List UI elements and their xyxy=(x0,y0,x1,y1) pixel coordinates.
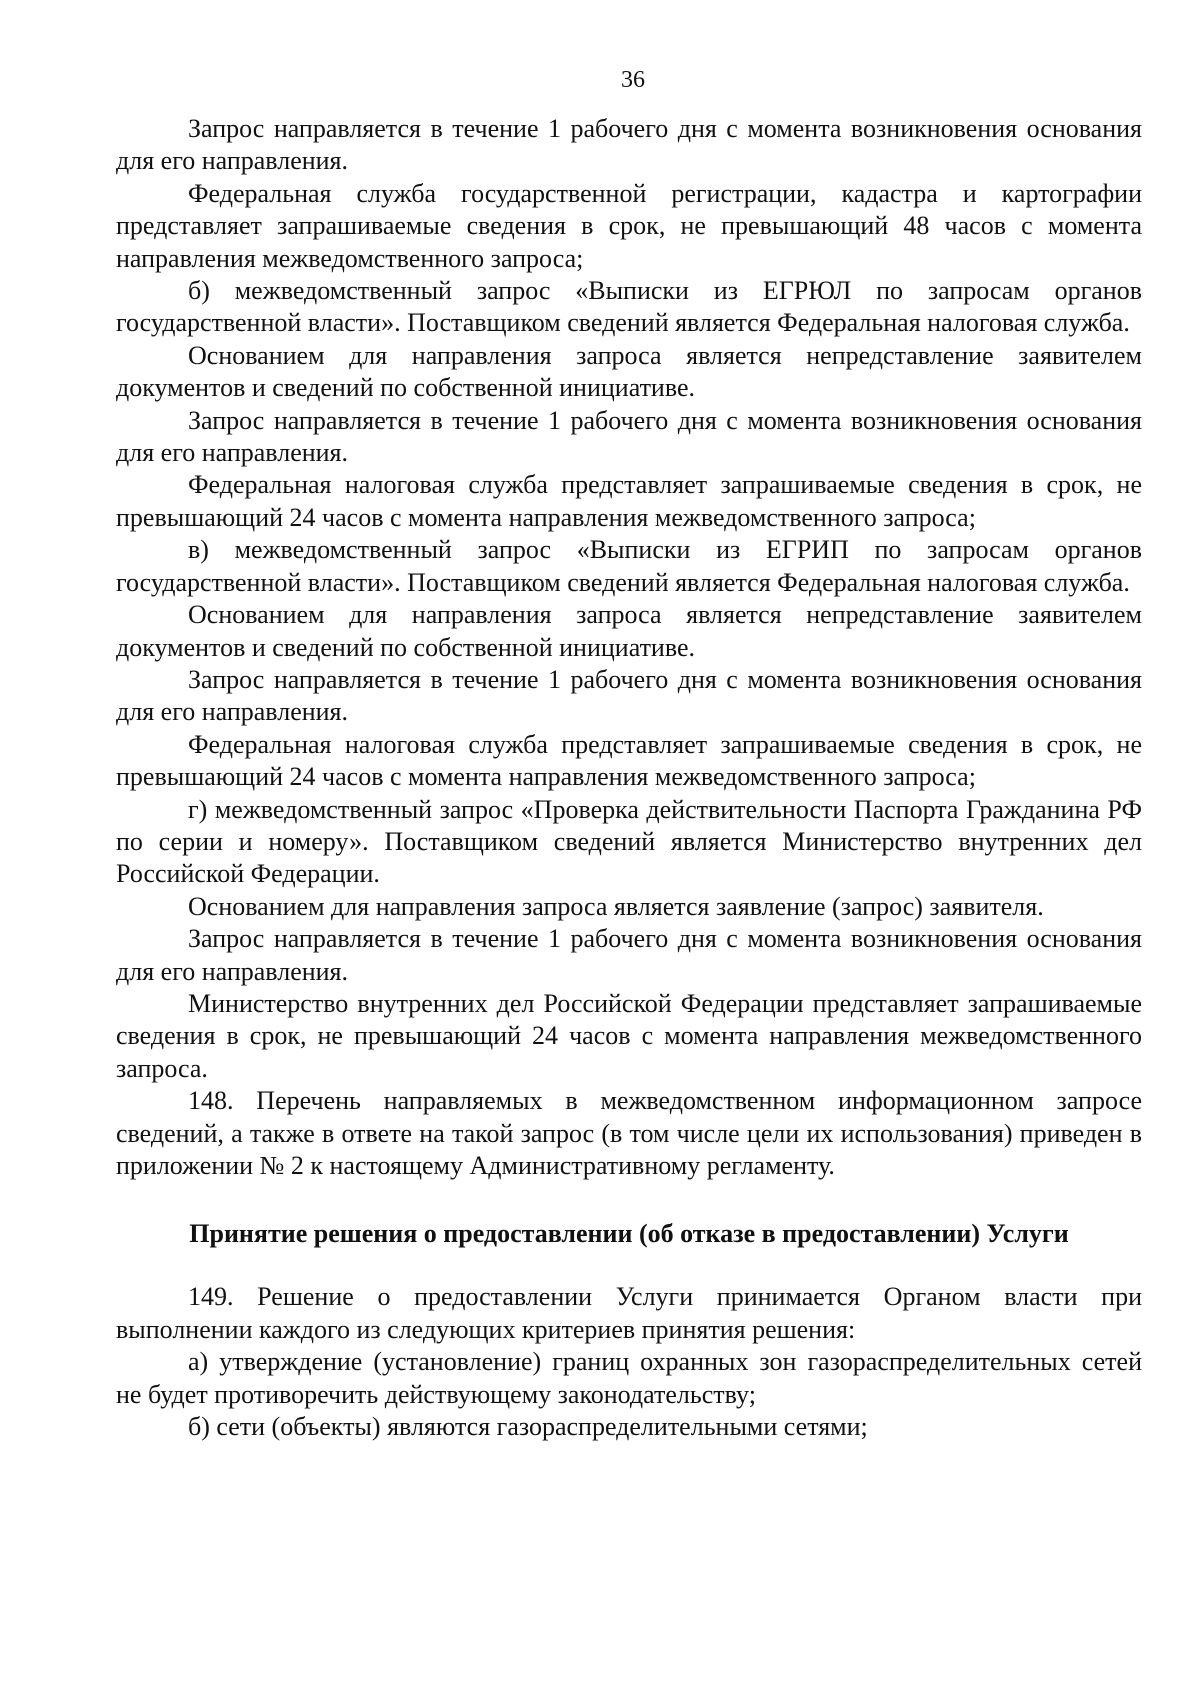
paragraph: а) утверждение (установление) границ охранных зон газораспределительных сетей не будет противоречить действующему законодательству; xyxy=(116,1347,1142,1409)
paragraph: б) сети (объекты) являются газораспределительными сетями; xyxy=(188,1412,868,1442)
paragraph: г) межведомственный запрос «Проверка действительности Паспорта Гражданина РФ по серии и номеру». Поставщиком сведений является Министерство внутренних дел Российской Федерации. xyxy=(116,794,1142,889)
paragraph: Основанием для направления запроса является непредставление заявителем документов и сведений по собственной инициативе. xyxy=(116,600,1142,662)
paragraph: Запрос направляется в течение 1 рабочего дня с момента возникновения основания для его направления. xyxy=(116,405,1142,468)
paragraph: Запрос направляется в течение 1 рабочего дня с момента возникновения основания для его направления. xyxy=(116,114,1142,176)
paragraph: б) межведомственный запрос «Выписки из ЕГРЮЛ по запросам органов государственной власти». Поставщиком сведений является Федеральная налоговая служба. xyxy=(116,276,1142,338)
paragraph: Запрос направляется в течение 1 рабочего дня с момента возникновения основания для его направления. xyxy=(116,664,1142,727)
paragraph: Основанием для направления запроса является непредставление заявителем документов и сведений по собственной инициативе. xyxy=(116,340,1142,403)
paragraph: в) межведомственный запрос «Выписки из ЕГРИП по запросам органов государственной власти». Поставщиком сведений является Федеральная налоговая служба. xyxy=(116,535,1142,597)
section-heading: Принятие решения о предоставлении (об отказе в предоставлении) Услуги xyxy=(189,1219,1069,1249)
paragraph: Основанием для направления запроса является заявление (запрос) заявителя. xyxy=(188,891,1044,921)
document-body xyxy=(116,113,1142,1443)
paragraph: Федеральная налоговая служба представляет запрашиваемые сведения в срок, не превышающий 24 часов с момента направления межведомственного запроса; xyxy=(116,729,1142,792)
page-number: 36 xyxy=(621,67,645,93)
paragraph: 149. Решение о предоставлении Услуги принимается Органом власти при выполнении каждого из следующих критериев принятия решения: xyxy=(116,1282,1142,1344)
paragraph: Министерство внутренних дел Российской Федерации представляет запрашиваемые сведения в срок, не превышающий 24 часов с момента направления межведомственного запроса. xyxy=(116,988,1142,1083)
paragraph: Запрос направляется в течение 1 рабочего дня с момента возникновения основания для его направления. xyxy=(116,924,1142,986)
paragraph: 148. Перечень направляемых в межведомственном информационном запросе сведений, а также в ответе на такой запрос (в том числе цели их использования) приведен в приложении № 2 к настоящему Административному регламенту. xyxy=(116,1086,1142,1180)
paragraph: Федеральная служба государственной регистрации, кадастра и картографии представляет запрашиваемые сведения в срок, не превышающий 48 часов с момента направления межведомственного запроса; xyxy=(116,178,1142,273)
paragraph: Федеральная налоговая служба представляет запрашиваемые сведения в срок, не превышающий 24 часов с момента направления межведомственного запроса; xyxy=(116,470,1142,532)
